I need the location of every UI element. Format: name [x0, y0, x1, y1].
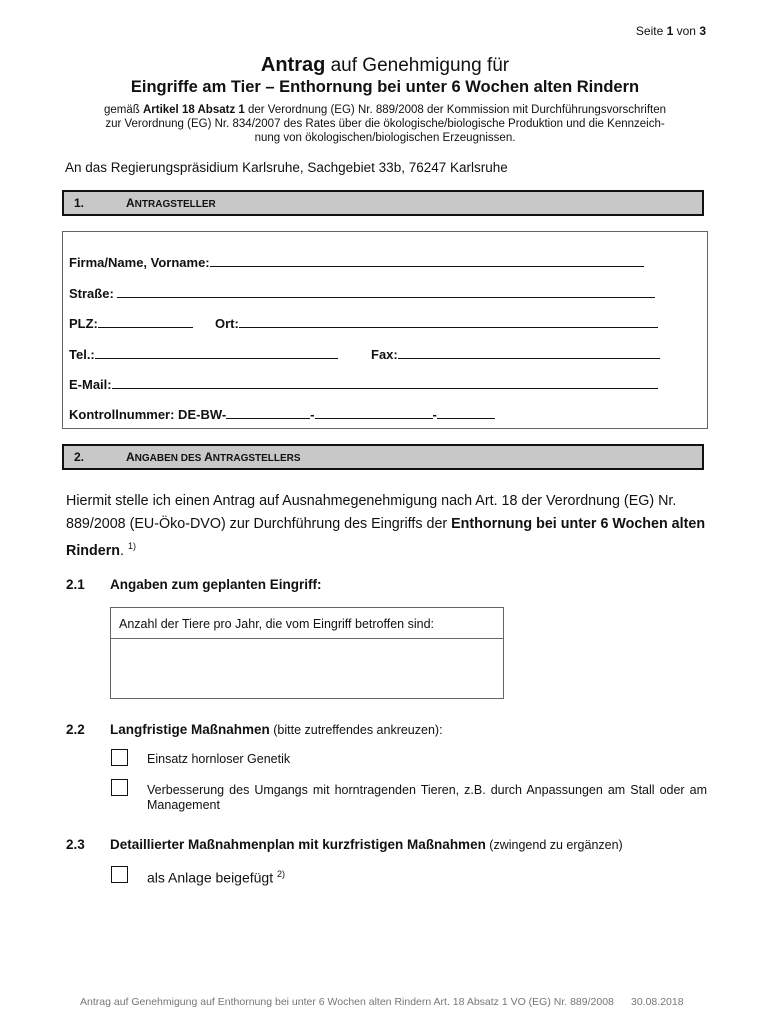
street-field[interactable]	[117, 285, 655, 298]
section-2-1-number: 2.1	[66, 577, 85, 592]
section-2-2-number: 2.2	[66, 722, 85, 737]
kontroll-field-3[interactable]	[437, 406, 495, 419]
kontroll-field-2[interactable]	[315, 406, 433, 419]
intro-paragraph: Hiermit stelle ich einen Antrag auf Ausnahmegenehmigung nach Art. 18 der Verordnung (EG) Nr. 889/2008 (EU-Öko-DVO) zur Durchführung des Eingriffs der Enthornung bei unter 6 Wochen alten Rindern. $^{1)}$	[66, 493, 706, 559]
email-row	[69, 376, 658, 392]
name-label: Firma/Name, Vorname:	[69, 255, 210, 270]
plz-field[interactable]	[98, 315, 193, 328]
plz-row	[69, 315, 193, 331]
animal-count-table	[110, 607, 504, 699]
plz-label: PLZ:	[69, 316, 98, 331]
tel-field[interactable]	[95, 346, 338, 359]
email-label: E-Mail:	[69, 377, 112, 392]
kontroll-field-1[interactable]	[226, 406, 310, 419]
animal-count-header: Anzahl der Tiere pro Jahr, die vom Eingriff betroffen sind:	[111, 608, 503, 639]
ort-row	[215, 315, 658, 331]
option-hornless-genetics: Einsatz hornloser Genetik	[147, 752, 291, 766]
street-label: Straße:	[69, 286, 118, 301]
tel-label: Tel.:	[69, 347, 95, 362]
fax-label: Fax:	[371, 347, 398, 362]
page-number: Seite 1 von 3	[635, 24, 706, 38]
name-row	[69, 254, 644, 270]
kontroll-row: Kontrollnummer: DE-BW- - -	[69, 406, 495, 422]
fax-row	[371, 346, 660, 362]
section-2-header	[62, 444, 704, 470]
animal-count-field[interactable]	[111, 639, 503, 697]
section-2-2-heading: Langfristige Maßnahmen (bitte zutreffendes ankreuzen):	[110, 722, 443, 737]
footer	[80, 996, 684, 1008]
footer-text: Antrag auf Genehmigung auf Enthornung bei unter 6 Wochen alten Rindern Art. 18 Absatz 1 VO (EG) Nr. 889/2008	[80, 996, 614, 1008]
footer-date: 30.08.2018	[631, 996, 684, 1008]
section-title: ANGABEN DES ANTRAGSTELLERS	[126, 450, 301, 464]
fax-field[interactable]	[398, 346, 660, 359]
checkbox-handling-improvement[interactable]	[111, 779, 128, 796]
recipient-address: An das Regierungspräsidium Karlsruhe, Sachgebiet 33b, 76247 Karlsruhe	[65, 160, 508, 175]
legal-basis: gemäß Artikel 18 Absatz 1 der Verordnung (EG) Nr. 889/2008 der Kommission mit Durchführungsvorschriften zur Verordnung (EG) Nr. 834/2007 des Rates über die ökologische/biologische Produktion und die Kennzeich- nung von ökologischen/biologischen Erzeugnissen.	[103, 104, 667, 144]
applicant-form	[62, 231, 708, 429]
checkbox-attachment[interactable]	[111, 866, 128, 883]
page-current: 1	[666, 24, 674, 38]
section-number: 2.	[74, 450, 85, 464]
form-title: Antrag auf Genehmigung für	[260, 54, 510, 76]
section-1-header	[62, 190, 704, 216]
section-2-1-heading: Angaben zum geplanten Eingriff:	[110, 577, 322, 592]
page-total: 3	[699, 24, 706, 38]
footnote-ref: 1)	[127, 541, 136, 551]
checkbox-hornless-genetics[interactable]	[111, 749, 128, 766]
section-2-3-number: 2.3	[66, 837, 85, 852]
email-field[interactable]	[112, 376, 658, 389]
section-number: 1.	[74, 196, 85, 210]
option-attachment: als Anlage beigefügt $^{2)}$	[147, 869, 286, 886]
name-field[interactable]	[210, 254, 644, 267]
ort-field[interactable]	[239, 315, 658, 328]
option-handling-improvement: Verbesserung des Umgangs mit horntragenden Tieren, z.B. durch Anpassungen am Stall oder am Management	[147, 783, 707, 812]
section-title: ANTRAGSTELLER	[126, 196, 216, 210]
form-subtitle: Eingriffe am Tier – Enthornung bei unter 6 Wochen alten Rindern	[130, 78, 640, 96]
tel-row	[69, 346, 338, 362]
section-2-3-heading: Detaillierter Maßnahmenplan mit kurzfristigen Maßnahmen (zwingend zu ergänzen)	[110, 837, 623, 852]
footnote-ref: 2)	[277, 869, 286, 879]
ort-label: Ort:	[215, 316, 239, 331]
street-row	[69, 285, 655, 301]
kontroll-label: Kontrollnummer: DE-BW-	[69, 407, 227, 422]
